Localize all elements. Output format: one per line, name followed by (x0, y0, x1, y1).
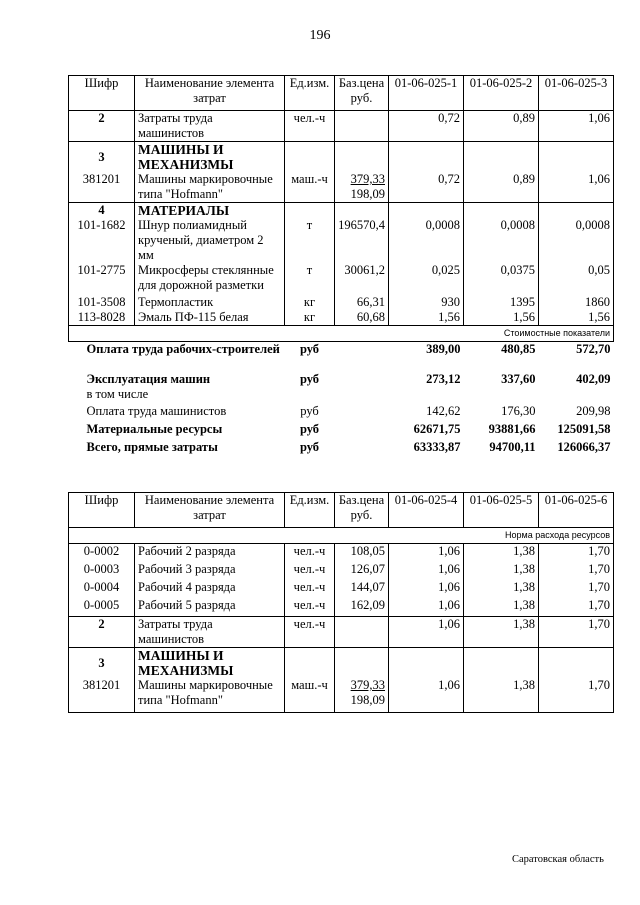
header-norm-4: 01-06-025-4 (389, 493, 464, 528)
row-price (335, 617, 389, 648)
summary-value-2: 337,60 (501, 372, 536, 386)
row-price (335, 678, 389, 713)
row-value-2: 1,38 (464, 598, 539, 617)
row-unit: кг (285, 310, 335, 326)
note-row (69, 326, 614, 342)
section-row (69, 648, 614, 679)
row-name: Микросферы стеклянные для дорожной разметки (135, 263, 285, 295)
summary-value-1: 62671,75 (413, 422, 461, 436)
summary-value-1: 142,62 (426, 404, 461, 418)
row-value-2: 1,38 (464, 617, 539, 648)
summary-row (69, 422, 614, 440)
resource-table-1 (68, 75, 614, 458)
row-code: 101-3508 (69, 295, 135, 310)
summary-value-2: 176,30 (501, 404, 536, 418)
row-value-3: 1,70 (539, 617, 614, 648)
row-price: 162,09 (335, 598, 389, 617)
row-price: 126,07 (335, 562, 389, 580)
summary-row (69, 404, 614, 422)
table-row (69, 598, 614, 617)
row-unit: чел.-ч (285, 111, 335, 142)
summary-row (69, 440, 614, 458)
row-value-1: 930 (389, 295, 464, 310)
summary-value-1: 63333,87 (413, 440, 461, 454)
row-value-2: 1,56 (464, 310, 539, 326)
summary-name: Материальные ресурсы (86, 422, 223, 436)
row-code: 0-0003 (69, 562, 135, 580)
row-unit: маш.-ч (285, 678, 335, 713)
row-unit: чел.-ч (285, 544, 335, 563)
row-unit: маш.-ч (285, 172, 335, 203)
row-code: 0-0005 (69, 598, 135, 617)
row-value-2: 1,38 (464, 544, 539, 563)
row-value-3: 1,70 (539, 598, 614, 617)
header-code: Шифр (69, 76, 135, 111)
row-code: 113-8028 (69, 310, 135, 326)
table-row (69, 562, 614, 580)
header-base-price: Баз.цена руб. (335, 76, 389, 111)
table-row (69, 263, 614, 295)
row-price-sub: 198,09 (350, 187, 385, 201)
summary-name: Оплата труда рабочих-строителей (86, 342, 280, 356)
row-name: Машины маркировочные типа "Hofmann" (135, 678, 285, 713)
row-unit: кг (285, 295, 335, 310)
summary-value-3: 572,70 (576, 342, 611, 356)
row-price-sub: 198,09 (350, 693, 385, 707)
row-unit: чел.-ч (285, 580, 335, 598)
row-value-2: 1,38 (464, 580, 539, 598)
row-name: Рабочий 2 разряда (135, 544, 285, 563)
row-value-1: 1,06 (389, 544, 464, 563)
row-value-3: 1,70 (539, 544, 614, 563)
row-value-3: 1860 (539, 295, 614, 310)
row-unit: чел.-ч (285, 562, 335, 580)
row-code: 2 (69, 111, 135, 142)
row-name: Машины маркировочные типа "Hofmann" (135, 172, 285, 203)
row-value-3: 0,0008 (539, 218, 614, 263)
summary-value-3: 125091,58 (557, 422, 611, 436)
row-price: 108,05 (335, 544, 389, 563)
table-row (69, 295, 614, 310)
row-unit: т (285, 218, 335, 263)
header-norm-2: 01-06-025-2 (464, 76, 539, 111)
section-code: 4 (69, 203, 135, 219)
row-value-1: 1,06 (389, 562, 464, 580)
row-name: Затраты труда машинистов (135, 111, 285, 142)
summary-unit: руб (299, 422, 320, 436)
row-value-3: 1,70 (539, 562, 614, 580)
row-price (335, 172, 389, 203)
summary-unit: руб (299, 372, 320, 386)
row-code: 2 (69, 617, 135, 648)
table-row (69, 218, 614, 263)
summary-unit: руб (300, 404, 319, 418)
header-norm-1: 01-06-025-1 (389, 76, 464, 111)
row-name: Эмаль ПФ-115 белая (135, 310, 285, 326)
resource-table-2 (68, 492, 614, 713)
row-name: Затраты труда машинистов (135, 617, 285, 648)
section-title: МАШИНЫ И МЕХАНИЗМЫ (135, 648, 285, 679)
row-value-3: 1,70 (539, 580, 614, 598)
row-value-3: 1,06 (539, 111, 614, 142)
row-value-1: 1,06 (389, 580, 464, 598)
summary-name: Оплата труда машинистов (86, 404, 227, 418)
header-base-price: Баз.цена руб. (335, 493, 389, 528)
header-name: Наименование элемента затрат (135, 493, 285, 528)
summary-value-3: 126066,37 (557, 440, 611, 454)
summary-row (69, 342, 614, 373)
summary-name: Всего, прямые затраты (86, 440, 218, 454)
row-value-2: 0,89 (464, 172, 539, 203)
row-value-2: 0,0008 (464, 218, 539, 263)
header-unit: Ед.изм. (285, 493, 335, 528)
row-name: Шнур полиамидный крученый, диаметром 2 мм (135, 218, 285, 263)
row-unit: чел.-ч (285, 598, 335, 617)
row-name: Рабочий 3 разряда (135, 562, 285, 580)
table-row (69, 678, 614, 713)
row-price-main: 379,33 (350, 172, 385, 186)
row-value-1: 0,0008 (389, 218, 464, 263)
row-value-2: 0,89 (464, 111, 539, 142)
row-code: 101-2775 (69, 263, 135, 295)
row-value-2: 1,38 (464, 678, 539, 713)
row-code: 0-0002 (69, 544, 135, 563)
row-name: Рабочий 4 разряда (135, 580, 285, 598)
header-norm-6: 01-06-025-6 (539, 493, 614, 528)
row-code: 101-1682 (69, 218, 135, 263)
row-price: 30061,2 (335, 263, 389, 295)
row-name: Термопластик (135, 295, 285, 310)
table-row (69, 544, 614, 563)
row-value-1: 1,06 (389, 678, 464, 713)
row-value-2: 0,0375 (464, 263, 539, 295)
summary-value-2: 480,85 (501, 342, 536, 356)
row-value-2: 1395 (464, 295, 539, 310)
summary-value-2: 94700,11 (489, 440, 536, 454)
row-value-2: 1,38 (464, 562, 539, 580)
note-row (69, 528, 614, 544)
table-header-row (69, 76, 614, 111)
section-title: МАТЕРИАЛЫ (135, 203, 285, 219)
summary-sub: в том числе (86, 387, 149, 401)
row-code: 381201 (69, 678, 135, 713)
row-price (335, 111, 389, 142)
row-price: 60,68 (335, 310, 389, 326)
row-value-1: 1,56 (389, 310, 464, 326)
row-value-3: 1,06 (539, 172, 614, 203)
table-row (69, 172, 614, 203)
section-title: МАШИНЫ И МЕХАНИЗМЫ (135, 142, 285, 173)
section-code: 3 (69, 142, 135, 173)
row-value-1: 0,72 (389, 172, 464, 203)
row-value-1: 1,06 (389, 598, 464, 617)
row-name: Рабочий 5 разряда (135, 598, 285, 617)
section-row (69, 203, 614, 219)
row-price: 196570,4 (335, 218, 389, 263)
region-footer: Саратовская область (512, 854, 604, 865)
summary-unit: руб (299, 342, 320, 356)
row-price: 66,31 (335, 295, 389, 310)
row-value-1: 0,72 (389, 111, 464, 142)
row-value-1: 0,025 (389, 263, 464, 295)
page-number: 196 (309, 28, 331, 43)
section-note: Стоимостные показатели (69, 326, 614, 342)
summary-row (69, 372, 614, 404)
row-price: 144,07 (335, 580, 389, 598)
row-value-3: 0,05 (539, 263, 614, 295)
row-value-3: 1,70 (539, 678, 614, 713)
section-code: 3 (69, 648, 135, 679)
header-code: Шифр (69, 493, 135, 528)
row-value-1: 1,06 (389, 617, 464, 648)
row-unit: т (285, 263, 335, 295)
summary-unit: руб (299, 440, 320, 454)
summary-value-1: 389,00 (426, 342, 461, 356)
header-name: Наименование элемента затрат (135, 76, 285, 111)
summary-value-3: 209,98 (576, 404, 611, 418)
row-code: 0-0004 (69, 580, 135, 598)
row-value-3: 1,56 (539, 310, 614, 326)
row-code: 381201 (69, 172, 135, 203)
table-row (69, 111, 614, 142)
section-note: Норма расхода ресурсов (69, 528, 614, 544)
table-row (69, 310, 614, 326)
summary-value-1: 273,12 (426, 372, 461, 386)
row-unit: чел.-ч (285, 617, 335, 648)
summary-value-2: 93881,66 (488, 422, 536, 436)
header-norm-5: 01-06-025-5 (464, 493, 539, 528)
summary-value-3: 402,09 (576, 372, 611, 386)
section-row (69, 142, 614, 173)
header-norm-3: 01-06-025-3 (539, 76, 614, 111)
table-row (69, 580, 614, 598)
summary-name: Эксплуатация машин (86, 372, 211, 386)
table-row (69, 617, 614, 648)
summary-name-cell (69, 372, 285, 404)
table-header-row (69, 493, 614, 528)
row-price-main: 379,33 (350, 678, 385, 692)
header-unit: Ед.изм. (285, 76, 335, 111)
